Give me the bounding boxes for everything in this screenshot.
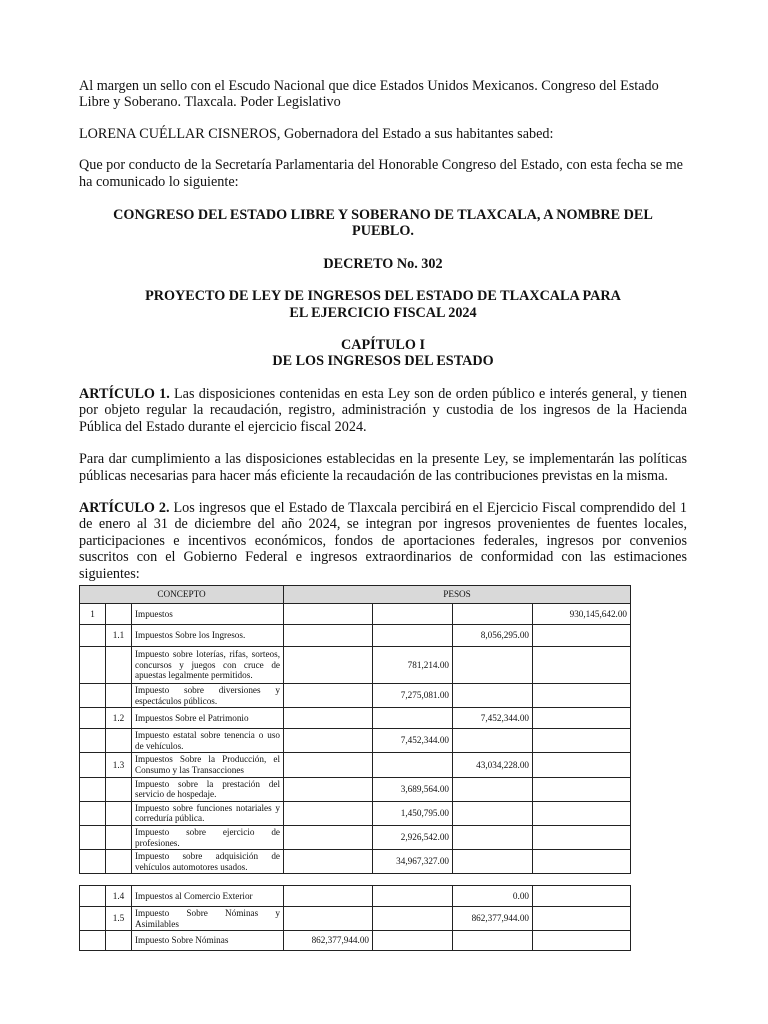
proyecto-heading-line2: EL EJERCICIO FISCAL 2024 — [289, 304, 477, 321]
clave-cell — [80, 753, 106, 777]
clave-cell — [80, 886, 106, 907]
amount-cell: 7,452,344.00 — [453, 708, 533, 729]
amount-cell — [533, 647, 631, 684]
clave-cell — [80, 647, 106, 684]
amount-cell — [284, 684, 373, 708]
table-row — [80, 729, 631, 753]
amount-cell — [284, 907, 373, 931]
amount-cell — [453, 684, 533, 708]
articulo-2-paragraph — [79, 500, 687, 582]
concepto-cell: Impuesto Sobre Nóminas — [132, 931, 284, 951]
header-concepto: CONCEPTO — [80, 586, 284, 604]
concepto-cell: Impuesto Sobre Nóminas y Asimilables — [132, 907, 284, 931]
table-row — [80, 886, 631, 907]
articulo-1-text: Las disposiciones contenidas en esta Ley son de orden público e interés general, y tienen por objeto regular la recaudación, registro, administración y custodia de los ingresos de la Hacienda Pública del Estado durante el ejercicio fiscal 2024. — [79, 385, 687, 435]
concepto-cell: Impuesto sobre ejercicio de profesiones. — [132, 825, 284, 849]
proyecto-heading-line1: PROYECTO DE LEY DE INGRESOS DEL ESTADO DE TLAXCALA PARA — [145, 288, 621, 305]
amount-cell: 7,275,081.00 — [373, 684, 453, 708]
amount-cell: 3,689,564.00 — [373, 777, 453, 801]
amount-cell — [373, 604, 453, 625]
clave-cell — [106, 729, 132, 753]
table-row — [80, 801, 631, 825]
clave-cell: 1.4 — [106, 886, 132, 907]
margin-note-paragraph: Al margen un sello con el Escudo Nacional que dice Estados Unidos Mexicanos. Congreso del Estado Libre y Soberano. Tlaxcala. Poder Legislativo — [79, 78, 659, 111]
clave-cell: 1.3 — [106, 753, 132, 777]
table-header-row — [80, 586, 631, 604]
amount-cell: 2,926,542.00 — [373, 825, 453, 849]
clave-cell — [106, 801, 132, 825]
congreso-heading-line2: PUEBLO. — [352, 223, 414, 240]
amount-cell — [533, 708, 631, 729]
concepto-cell: Impuesto sobre adquisición de vehículos automotores usados. — [132, 850, 284, 874]
amount-cell — [533, 886, 631, 907]
amount-cell — [453, 801, 533, 825]
amount-cell — [533, 931, 631, 951]
table-row — [80, 777, 631, 801]
concepto-cell: Impuesto estatal sobre tenencia o uso de vehículos. — [132, 729, 284, 753]
table-row — [80, 684, 631, 708]
table-row — [80, 825, 631, 849]
articulo-1-label: ARTÍCULO 1. — [79, 385, 170, 402]
concepto-cell: Impuestos — [132, 604, 284, 625]
amount-cell — [284, 825, 373, 849]
concepto-cell: Impuestos Sobre la Producción, el Consumo y las Transacciones — [132, 753, 284, 777]
clave-cell — [80, 777, 106, 801]
amount-cell — [284, 777, 373, 801]
header-pesos: PESOS — [284, 586, 631, 604]
clave-cell — [106, 825, 132, 849]
amount-cell — [373, 625, 453, 647]
amount-cell — [284, 604, 373, 625]
amount-cell — [284, 729, 373, 753]
amount-cell — [453, 825, 533, 849]
clave-cell — [106, 931, 132, 951]
clave-cell — [80, 825, 106, 849]
amount-cell — [533, 801, 631, 825]
clave-cell — [106, 604, 132, 625]
clave-cell — [80, 801, 106, 825]
amount-cell — [453, 850, 533, 874]
amount-cell — [284, 647, 373, 684]
clave-cell — [106, 777, 132, 801]
articulo-2-text: Los ingresos que el Estado de Tlaxcala percibirá en el Ejercicio Fiscal comprendido del 1 de enero al 31 de diciembre del año 2024, se integran por ingresos provenientes de fuentes locales, participaciones e incentivos económicos, fondos de aportaciones federales, ingresos por convenios suscritos con el Gobierno Federal e ingresos extraordinarios de conformidad con las estimaciones siguientes: — [79, 499, 688, 582]
concepto-cell: Impuesto sobre la prestación del servicio de hospedaje. — [132, 777, 284, 801]
table-row — [80, 604, 631, 625]
concepto-cell: Impuesto sobre loterías, rifas, sorteos, concursos y juegos con cruce de apuestas legalmente permitidos. — [132, 647, 284, 684]
revenue-table-continued — [79, 885, 631, 951]
amount-cell — [533, 777, 631, 801]
clave-cell — [106, 850, 132, 874]
table-row — [80, 850, 631, 874]
amount-cell: 862,377,944.00 — [284, 931, 373, 951]
concepto-cell: Impuestos al Comercio Exterior — [132, 886, 284, 907]
amount-cell: 862,377,944.00 — [453, 907, 533, 931]
amount-cell — [533, 850, 631, 874]
amount-cell — [373, 907, 453, 931]
concepto-cell: Impuestos Sobre el Patrimonio — [132, 708, 284, 729]
amount-cell: 0.00 — [453, 886, 533, 907]
amount-cell — [533, 684, 631, 708]
amount-cell — [533, 729, 631, 753]
clave-cell — [106, 684, 132, 708]
governor-paragraph: LORENA CUÉLLAR CISNEROS, Gobernadora del Estado a sus habitantes sabed: — [79, 125, 554, 142]
table-row — [80, 753, 631, 777]
amount-cell — [453, 604, 533, 625]
amount-cell — [284, 801, 373, 825]
amount-cell: 781,214.00 — [373, 647, 453, 684]
amount-cell: 7,452,344.00 — [373, 729, 453, 753]
revenue-table — [79, 585, 631, 874]
clave-cell — [80, 931, 106, 951]
articulo-1-second-paragraph: Para dar cumplimiento a las disposiciones establecidas en la presente Ley, se implementarán las políticas públicas necesarias para hacer más eficiente la recaudación de las contribuciones previstas en la misma. — [79, 451, 687, 484]
clave-cell — [80, 850, 106, 874]
amount-cell — [284, 753, 373, 777]
amount-cell — [284, 708, 373, 729]
amount-cell: 43,034,228.00 — [453, 753, 533, 777]
articulo-2-label: ARTÍCULO 2. — [79, 499, 170, 516]
capitulo-heading-line2: DE LOS INGRESOS DEL ESTADO — [272, 353, 494, 370]
amount-cell — [284, 850, 373, 874]
table-row — [80, 647, 631, 684]
amount-cell — [453, 729, 533, 753]
amount-cell — [453, 777, 533, 801]
amount-cell — [533, 907, 631, 931]
amount-cell: 8,056,295.00 — [453, 625, 533, 647]
amount-cell — [284, 886, 373, 907]
document-body — [79, 78, 687, 582]
capitulo-heading-line1: CAPÍTULO I — [341, 337, 425, 354]
amount-cell — [373, 931, 453, 951]
clave-cell: 1.5 — [106, 907, 132, 931]
amount-cell — [373, 753, 453, 777]
table-row — [80, 907, 631, 931]
articulo-1-paragraph — [79, 386, 687, 435]
table-row — [80, 625, 631, 647]
table-row — [80, 708, 631, 729]
amount-cell — [453, 931, 533, 951]
amount-cell — [533, 625, 631, 647]
concepto-cell: Impuesto sobre funciones notariales y correduría pública. — [132, 801, 284, 825]
amount-cell — [533, 825, 631, 849]
clave-cell: 1.2 — [106, 708, 132, 729]
amount-cell — [533, 753, 631, 777]
amount-cell: 34,967,327.00 — [373, 850, 453, 874]
clave-cell: 1 — [80, 604, 106, 625]
concepto-cell: Impuestos Sobre los Ingresos. — [132, 625, 284, 647]
concepto-cell: Impuesto sobre diversiones y espectáculos públicos. — [132, 684, 284, 708]
amount-cell — [373, 886, 453, 907]
clave-cell — [80, 907, 106, 931]
amount-cell: 930,145,642.00 — [533, 604, 631, 625]
clave-cell — [80, 708, 106, 729]
amount-cell — [453, 647, 533, 684]
clave-cell — [80, 625, 106, 647]
table-row — [80, 931, 631, 951]
decreto-heading: DECRETO No. 302 — [323, 255, 443, 272]
clave-cell — [106, 647, 132, 684]
amount-cell — [373, 708, 453, 729]
congreso-heading-line1: CONGRESO DEL ESTADO LIBRE Y SOBERANO DE TLAXCALA, A NOMBRE DEL — [113, 207, 653, 224]
clave-cell — [80, 684, 106, 708]
communication-paragraph: Que por conducto de la Secretaría Parlamentaria del Honorable Congreso del Estado, con esta fecha se me ha comunicado lo siguiente: — [79, 157, 683, 190]
amount-cell — [284, 625, 373, 647]
clave-cell — [80, 729, 106, 753]
clave-cell: 1.1 — [106, 625, 132, 647]
amount-cell: 1,450,795.00 — [373, 801, 453, 825]
